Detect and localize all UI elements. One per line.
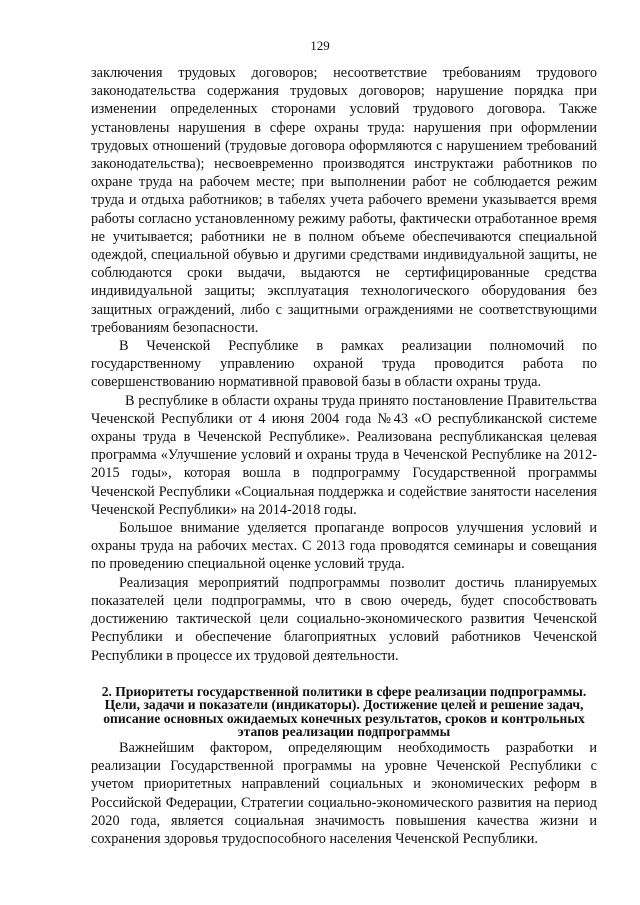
document-body: [91, 64, 597, 848]
paragraph-key-factor: Важнейшим фактором, определяющим необходимость разработки и реализации Государственной программы на уровне Чеченской Республики с учетом приоритетных направлений социальных и экономических реформ в Российской Федерации, Стратегии социально-экономического развития на период 2020 года, является социальная значимость повышения качества жизни и сохранения здоровья трудоспособного населения Чеченской Республики.: [91, 740, 597, 848]
paragraph-state-management: В Чеченской Республике в рамках реализации полномочий по государственному управлению охраной труда проводится работа по совершенствованию нормативной правовой базы в области охраны труда.: [91, 338, 597, 391]
section-heading: 2. Приоритеты государственной политики в сфере реализации подпрограммы. Цели, задачи и показатели (индикаторы). Достижение целей и решение задач, описание основных ожидаемых конечных результатов, сроков и контрольных этапов реализации подпрограммы: [101, 683, 587, 740]
paragraph-propaganda: Большое внимание уделяется пропаганде вопросов улучшения условий и охраны труда на рабочих местах. С 2013 года проводятся семинары и совещания по проведению специальной оценке условий труда.: [91, 520, 597, 573]
paragraph-implementation: Реализация мероприятий подпрограммы позволит достичь планируемых показателей цели подпрограммы, что в свою очередь, будет способствовать достижению тактической цели социально-экономического развития Чеченской Республики и обеспечение благоприятных условий работников Чеченской Республики в процессе их трудовой деятельности.: [91, 574, 597, 664]
paragraph-violations: заключения трудовых договоров; несоответствие требованиям трудового законодательства содержания трудовых договоров; нарушение порядка при изменении определенных сторонами условий трудового договора. Также установлены нарушения в сфере охраны труда: нарушения при оформлении трудовых отношений (трудовые договора оформляются с нарушением требований законодательства); несвоевременно производятся инструктажи работников по охране труда на рабочем месте; при выполнении работ не соблюдается режим труда и отдыха работников; в табелях учета рабочего времени указывается время работы согласно установленному режиму работы, фактически отработанное время не учитывается; работники не в полном объеме обеспечиваются специальной одеждой, специальной обувью и другими средствами индивидуальной защиты, не соблюдаются сроки выдачи, выдаются не сертифицированные средства индивидуальной защиты; эксплуатация технологического оборудования без защитных ограждений, либо с защитными ограждениями не соответствующими требованиям безопасности.: [91, 65, 597, 336]
page-number: 129: [310, 38, 330, 53]
paragraph-regulation: В республике в области охраны труда принято постановление Правительства Чеченской Республики от 4 июня 2004 года №43 «О республиканской системе охраны труда в Чеченской Республике». Реализована республиканская целевая программа «Улучшение условий и охраны труда в Чеченской Республике на 2012-2015 годы», которая вошла в подпрограмму Государственной программы Чеченской Республики «Социальная поддержка и содействие занятости населения Чеченской Республики» на 2014-2018 годы.: [91, 392, 597, 518]
